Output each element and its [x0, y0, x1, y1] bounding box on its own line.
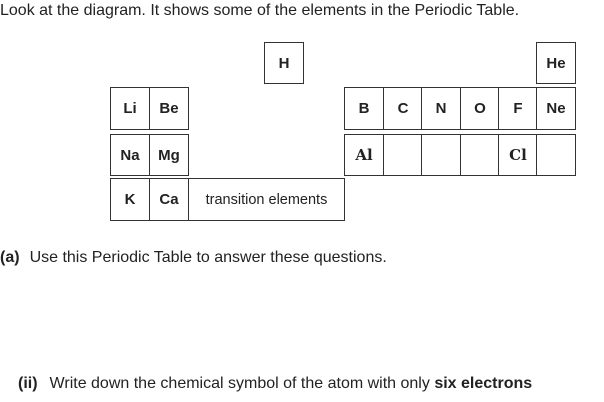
question-ii-text: Write down the chemical symbol of the atom with only [49, 375, 435, 392]
question-a [0, 249, 387, 267]
question-ii-bold: six electrons [434, 375, 533, 392]
element-k: K [110, 178, 150, 221]
element-o: O [460, 87, 500, 130]
element-n: N [421, 87, 461, 130]
element-b: B [344, 87, 384, 130]
element-al: Al [344, 134, 384, 176]
element-c: C [383, 87, 423, 130]
element-he: He [536, 42, 576, 84]
question-ii-label: (ii) [18, 375, 38, 392]
element-blank-3 [460, 134, 500, 176]
element-ne: Ne [536, 87, 576, 130]
element-na: Na [110, 134, 150, 176]
question-ii [18, 375, 532, 393]
element-h: H [264, 42, 304, 84]
element-mg: Mg [149, 134, 189, 176]
element-blank-2 [421, 134, 461, 176]
element-blank-1 [383, 134, 423, 176]
question-a-label: (a) [0, 249, 20, 266]
element-ca: Ca [149, 178, 189, 221]
element-cl: Cl [498, 134, 538, 176]
element-blank-4 [536, 134, 576, 176]
question-a-text: Use this Periodic Table to answer these questions. [29, 249, 387, 266]
element-f: F [498, 87, 538, 130]
transition-elements-block: transition elements [188, 178, 345, 221]
intro-text: Look at the diagram. It shows some of the elements in the Periodic Table. [0, 2, 520, 19]
element-be: Be [149, 87, 189, 130]
element-li: Li [110, 87, 150, 130]
